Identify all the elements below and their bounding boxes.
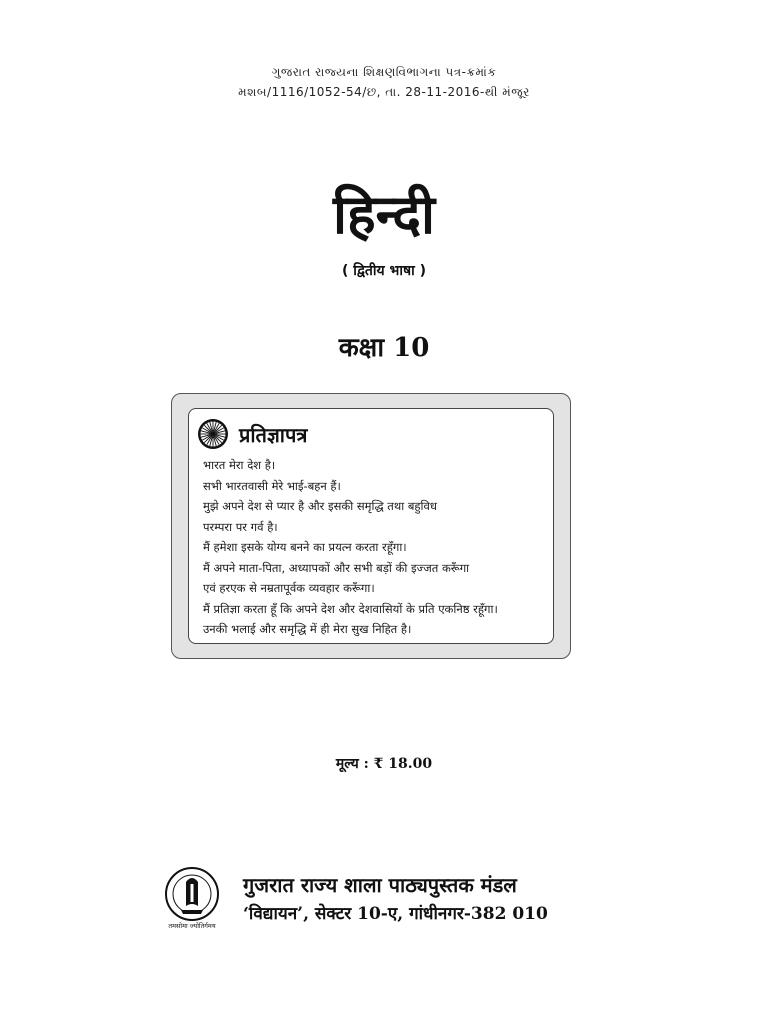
pledge-line: मैं अपने माता-पिता, अध्यापकों और सभी बड़ों की इज्जत करूँगा bbox=[203, 560, 470, 575]
board-seal-icon bbox=[157, 862, 227, 932]
publisher-address: ‘विद्यायन’, सेक्टर 10-ए, गांधीनगर-382 010 bbox=[243, 904, 548, 924]
pledge-line: उनकी भलाई और समृद्धि में ही मेरा सुख निहित है। bbox=[203, 622, 412, 636]
pledge-line: परम्परा पर गर्व है। bbox=[203, 519, 278, 534]
pledge-text bbox=[203, 455, 553, 640]
pledge-title: प्रतिज्ञापत्र bbox=[239, 422, 308, 447]
class-label: कक्षा 10 bbox=[338, 333, 430, 363]
seal-motto: तमसोमा ज्योतिर्गमय bbox=[168, 922, 216, 930]
publisher-block bbox=[243, 870, 548, 928]
pledge-line: मुझे अपने देश से प्यार है और इसकी समृद्धि तथा बहुविध bbox=[203, 499, 437, 513]
pledge-box bbox=[171, 393, 571, 659]
pledge-line: मैं हमेशा इसके योग्य बनने का प्रयत्न करता रहूँगा। bbox=[203, 540, 407, 554]
pledge-line: सभी भारतवासी मेरे भाई-बहन हैं। bbox=[203, 478, 341, 493]
pledge-header bbox=[197, 417, 553, 451]
pledge-panel bbox=[188, 408, 554, 644]
approval-line-2: મશબ/1116/1052-54/છ, તા. 28-11-2016-થી મંજૂર bbox=[238, 85, 530, 99]
pledge-line: भारत मेरा देश है। bbox=[203, 458, 276, 472]
book-title: हिन्दी bbox=[332, 183, 435, 246]
approval-line-1: ગુજરાત રાજ્યના શિક્ષણવિભાગના પત્ર-ક્રમાંક bbox=[271, 65, 497, 79]
book-subtitle: ( द्वितीय भाषा ) bbox=[341, 263, 426, 279]
approval-notice bbox=[0, 62, 768, 102]
publisher-name: गुजरात राज्य शाला पाठ्यपुस्तक मंडल bbox=[243, 873, 517, 897]
pledge-line: एवं हरएक से नम्रतापूर्वक व्यवहार करूँगा। bbox=[203, 581, 375, 595]
ashoka-chakra-icon bbox=[197, 418, 229, 450]
pledge-line: मैं प्रतिज्ञा करता हूँ कि अपने देश और देशवासियों के प्रति एकनिष्ठ रहूँगा। bbox=[203, 601, 498, 616]
price-label: मूल्य : ₹ 18.00 bbox=[335, 756, 433, 772]
